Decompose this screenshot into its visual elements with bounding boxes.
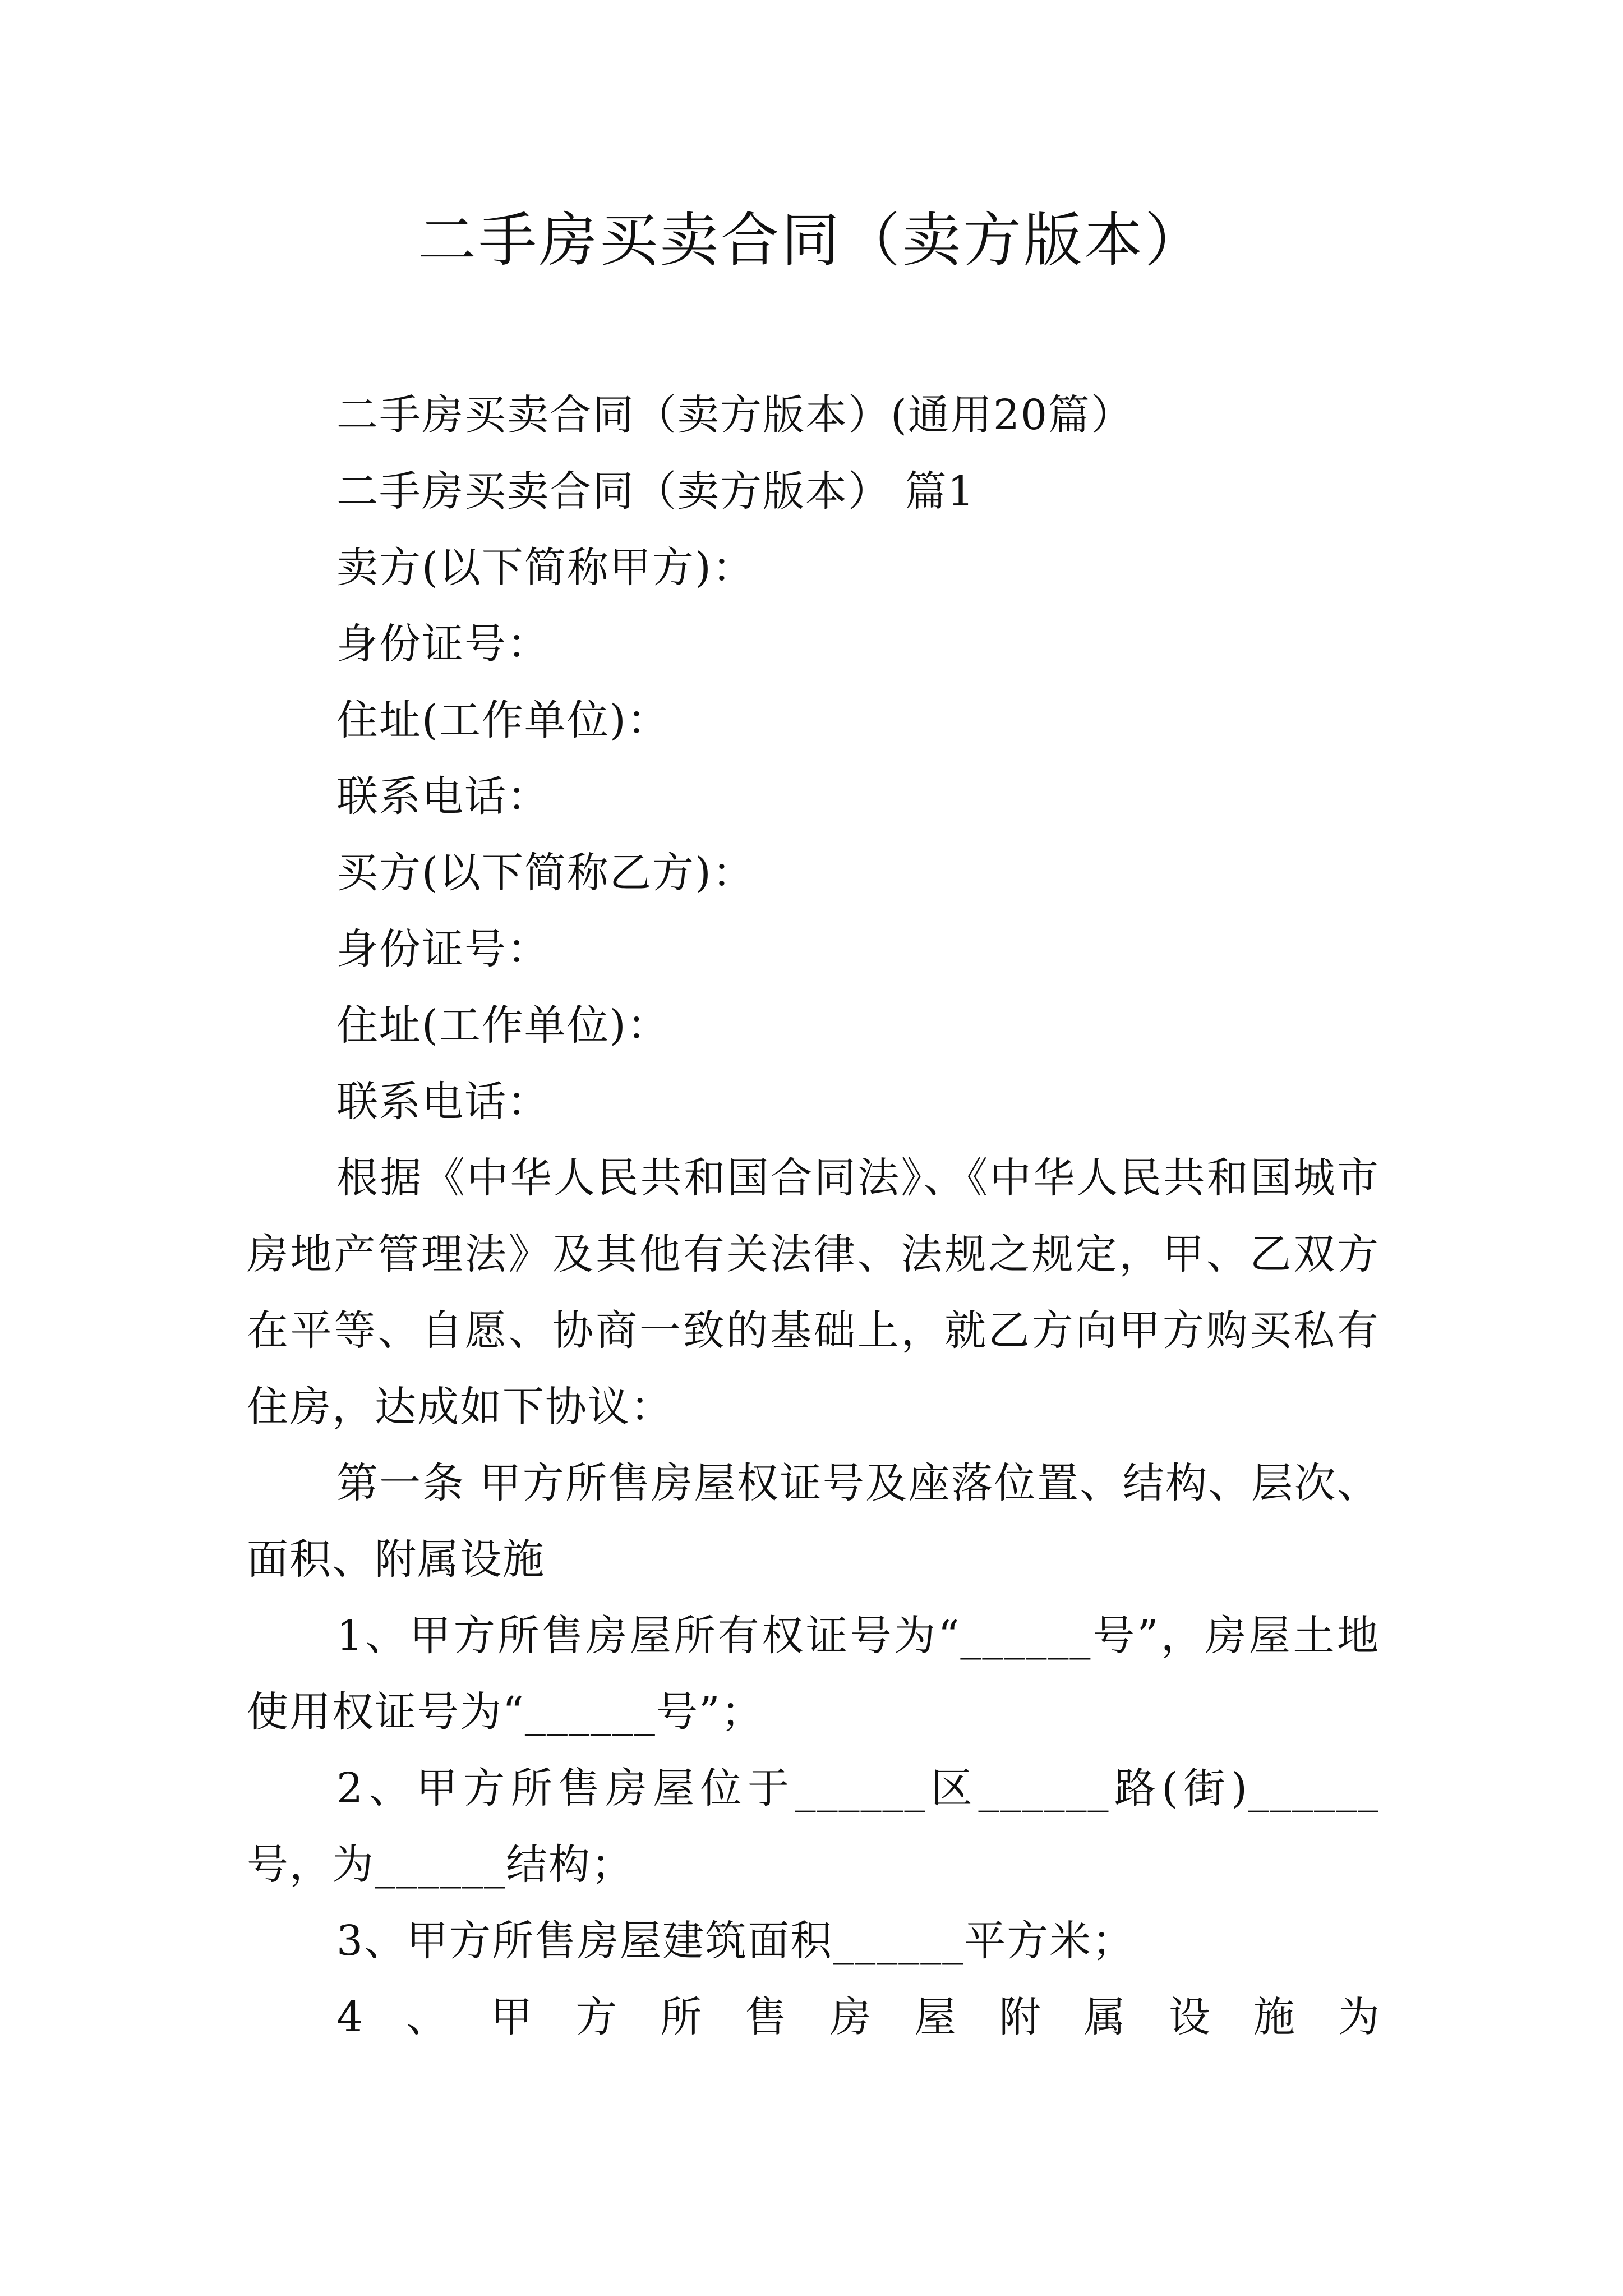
paragraph-preamble: 根据《中华人民共和国合同法》、《中华人民共和国城市房地产管理法》及其他有关法律、法规之规定，甲、乙双方在平等、自愿、协商一致的基础上，就乙方向甲方购买私有住房，达成如下协议： bbox=[247, 1154, 1380, 1431]
paragraph-clause-2: 2、甲方所售房屋位于______区______路(街)______号，为______结构； bbox=[247, 1764, 1380, 1889]
paragraph-clause-1: 1、甲方所售房屋所有权证号为“______号”，房屋土地使用权证号为“______号”； bbox=[247, 1612, 1380, 1736]
paragraph-section-heading: 二手房买卖合同（卖方版本） 篇1 bbox=[336, 467, 975, 516]
paragraph-buyer-phone: 联系电话： bbox=[336, 1078, 550, 1126]
paragraph-seller: 卖方(以下简称甲方)： bbox=[336, 544, 755, 592]
paragraph-clause-4: 4、甲方所售房屋附属设施为 bbox=[336, 1993, 1380, 2041]
paragraph-buyer: 买方(以下简称乙方)： bbox=[336, 849, 755, 897]
paragraph-seller-phone: 联系电话： bbox=[336, 772, 550, 821]
paragraph-seller-id: 身份证号： bbox=[336, 620, 550, 668]
paragraph-clause-3: 3、甲方所售房屋建筑面积______平方米； bbox=[336, 1917, 1135, 1965]
paragraph-seller-address: 住址(工作单位)： bbox=[336, 696, 670, 744]
document-body bbox=[247, 377, 1380, 2055]
document-title: 二手房买卖合同（卖方版本） bbox=[417, 206, 1205, 274]
paragraph-buyer-id: 身份证号： bbox=[336, 925, 550, 973]
paragraph-subtitle: 二手房买卖合同（卖方版本）(通用20篇） bbox=[336, 391, 1134, 439]
paragraph-buyer-address: 住址(工作单位)： bbox=[336, 1001, 670, 1050]
paragraph-article-1: 第一条 甲方所售房屋权证号及座落位置、结构、层次、面积、附属设施 bbox=[247, 1459, 1380, 1584]
